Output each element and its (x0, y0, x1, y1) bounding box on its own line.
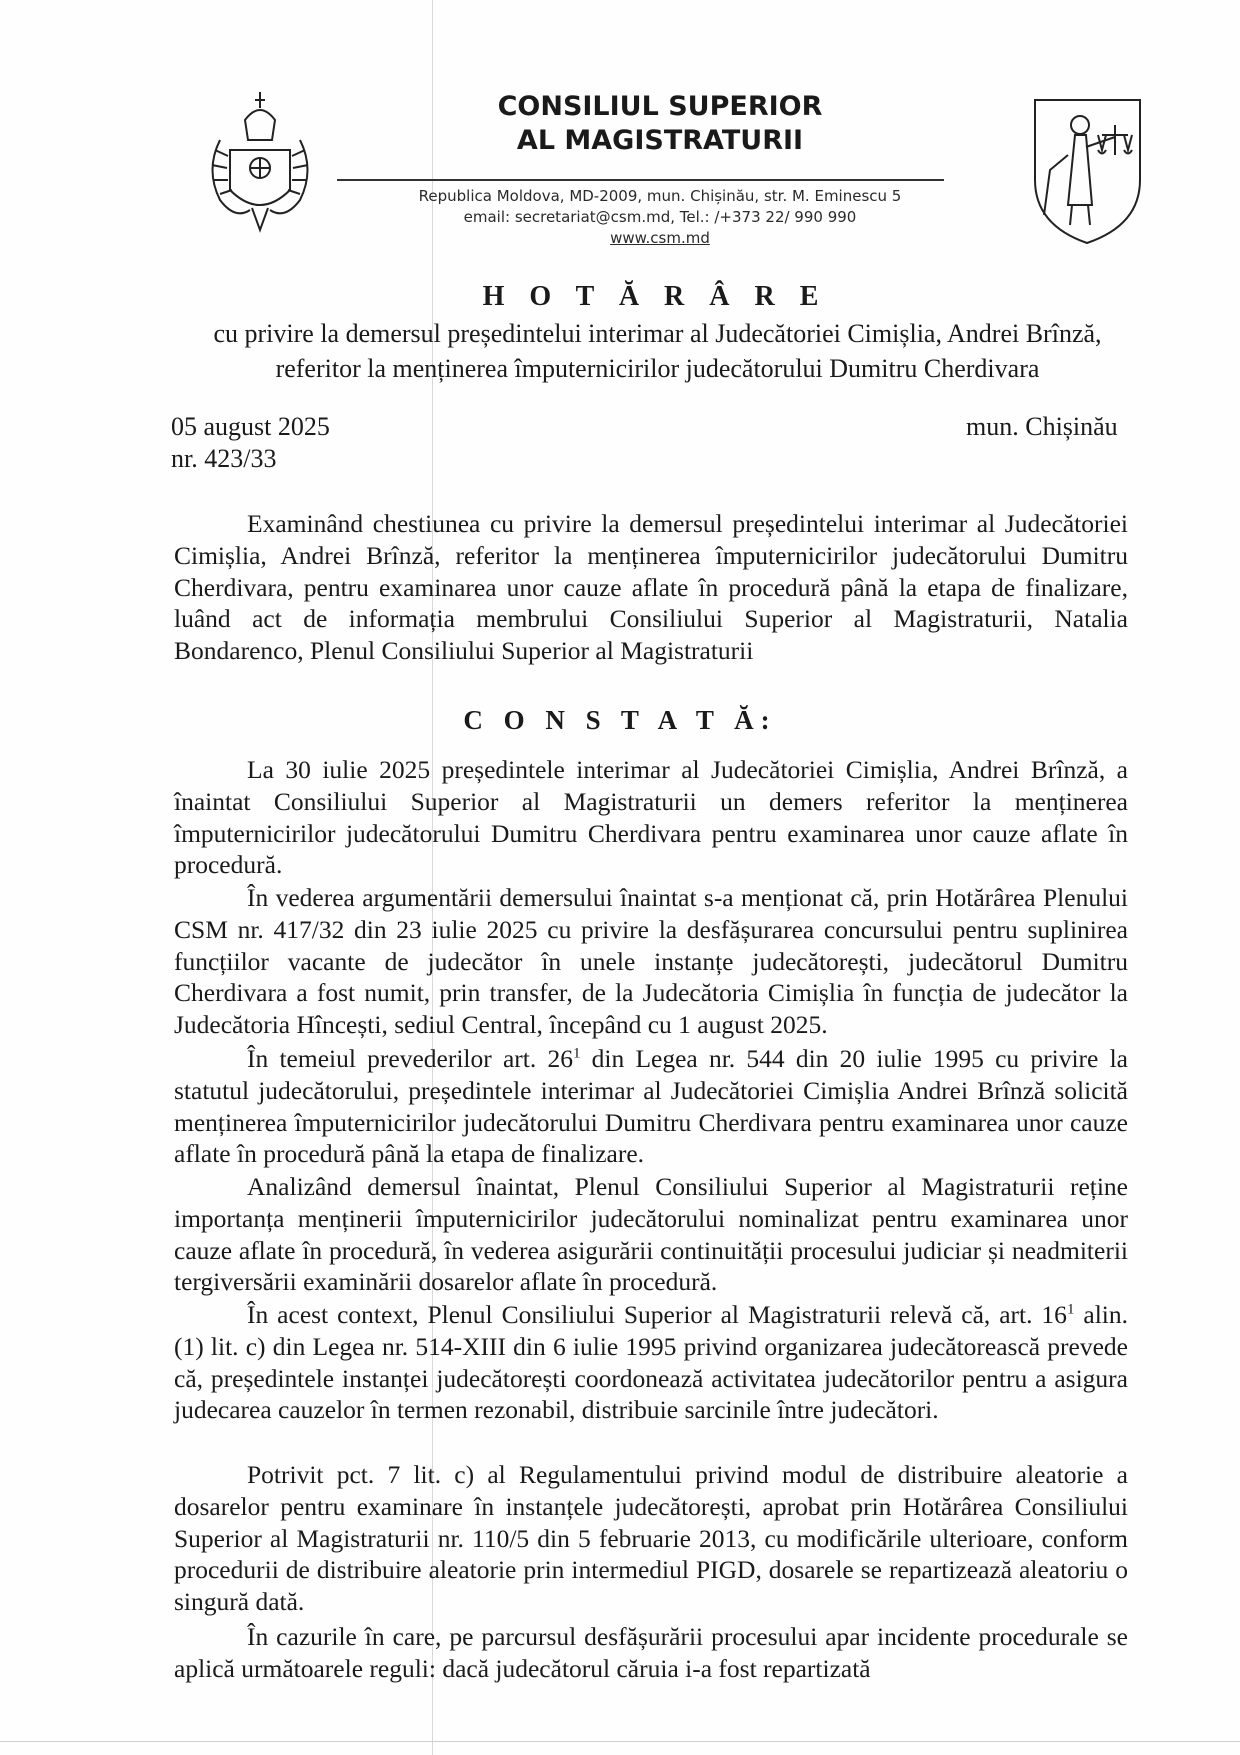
website-link[interactable]: www.csm.md (610, 229, 710, 247)
contact-line: email: secretariat@csm.md, Tel.: /+373 22/ 990 990 (463, 208, 857, 226)
body-paragraph: În cazurile în care, pe parcursul desfășurării procesului apar incidente procedurale se aplică următoarele reguli: dacă judecătorul căruia i-a fost repartizată (174, 1622, 1128, 1683)
paragraph-text: În acest context, Plenul Consiliului Superior al Magistraturii relevă că, art. 16 (247, 1300, 1067, 1329)
page-bottom-edge (0, 1741, 1240, 1742)
body-paragraph (174, 1043, 1128, 1170)
body-paragraph (174, 1299, 1128, 1426)
section-heading-constata: C O N S T A T Ă: (463, 705, 777, 735)
document-number: nr. 423/33 (171, 444, 277, 473)
body-paragraph: Analizând demersul înaintat, Plenul Consiliului Superior al Magistraturii reține importanța menținerii împuternicirilor judecătorului nominalizat pentru examinarea unor cauze aflate în procedură, în vederea asigurării continuității procesului judiciar și neadmiterii tergiversării examinării dosarelor aflate în procedură. (174, 1172, 1128, 1297)
body-paragraph: Potrivit pct. 7 lit. c) al Regulamentului privind modul de distribuire aleatorie a dosarelor pentru examinare în instanțele judecătorești, aprobat prin Hotărârea Consiliului Superior al Magistraturii nr. 110/5 din 5 februarie 2013, cu modificările ulterioare, conform procedurii de distribuire aleatorie prin intermediul PIGD, dosarele se repartizează aleatoriu o singură dată. (174, 1460, 1128, 1617)
intro-paragraph: Examinând chestiunea cu privire la demersul președintelui interimar al Judecătoriei Cimișlia, Andrei Brînză, referitor la menținerea împuternicirilor judecătorului Dumitru Cherdivara, pentru examinarea unor cauze aflate în procedură până la etapa de finalizare, luând act de informația membrului Consiliului Superior al Magistraturii, Natalia Bondarenco, Plenul Consiliului Superior al Magistraturii (174, 509, 1128, 666)
document-date: 05 august 2025 (171, 412, 330, 441)
header-divider (337, 179, 944, 181)
paragraph-text: În temeiul prevederilor art. 26 (247, 1044, 573, 1073)
document-subject: cu privire la demersul președintelui interimar al Judecătoriei Cimișlia, Andrei Brînză, referitor la menținerea împuternicirilor judecătorului Dumitru Cherdivara (213, 319, 1102, 383)
contact-block (410, 186, 910, 249)
body-paragraph: La 30 iulie 2025 președintele interimar al Judecătoriei Cimișlia, Andrei Brînză, a înaintat Consiliului Superior al Magistraturii un demers referitor la menținerea împuternicirilor judecătorului Dumitru Cherdivara pentru examinarea unor cauze aflate în procedură. (174, 755, 1128, 880)
paragraph-text: alin. (1) lit. c) din Legea nr. 514-XIII din 6 iulie 1995 privind organizarea judecătorească prevede că, președintele instanței judecătorești coordonează activitatea judecătorilor pentru a asigura judecarea cauzelor în termen rezonabil, distribuie sarcinile între judecători. (174, 1300, 1128, 1425)
document-type-heading: H O T Ă R Â R E (482, 281, 828, 312)
moldova-coat-of-arms-icon (200, 80, 320, 240)
superscript: 1 (572, 1045, 581, 1062)
superscript: 1 (1066, 1301, 1075, 1318)
institution-name (440, 90, 880, 158)
document-city: mun. Chișinău (966, 412, 1118, 441)
address-line: Republica Moldova, MD-2009, mun. Chișinău, str. M. Eminescu 5 (418, 187, 902, 205)
body-paragraph: În vederea argumentării demersului înaintat s-a menționat că, prin Hotărârea Plenului CSM nr. 417/32 din 23 iulie 2025 cu privire la desfășurarea concursului pentru suplinirea funcțiilor vacante de judecător în unele instanțe judecătorești, judecătorul Dumitru Cherdivara a fost numit, prin transfer, de la Judecătoria Cimișlia în funcția de judecător la Judecătoria Hîncești, sediul Central, începând cu 1 august 2025. (174, 883, 1128, 1040)
justice-emblem-icon (1030, 95, 1145, 245)
paragraph-text: din Legea nr. 544 din 20 iulie 1995 cu privire la statutul judecătorului, președintele interimar al Judecătoriei Cimișlia Andrei Brînză solicită menținerea împuternicirilor judecătorului Dumitru Cherdivara pentru examinarea unor cauze aflate în procedură până la etapa de finalizare. (174, 1044, 1128, 1169)
institution-name-line2: AL MAGISTRATURII (516, 125, 804, 156)
institution-name-line1: CONSILIUL SUPERIOR (497, 91, 823, 122)
